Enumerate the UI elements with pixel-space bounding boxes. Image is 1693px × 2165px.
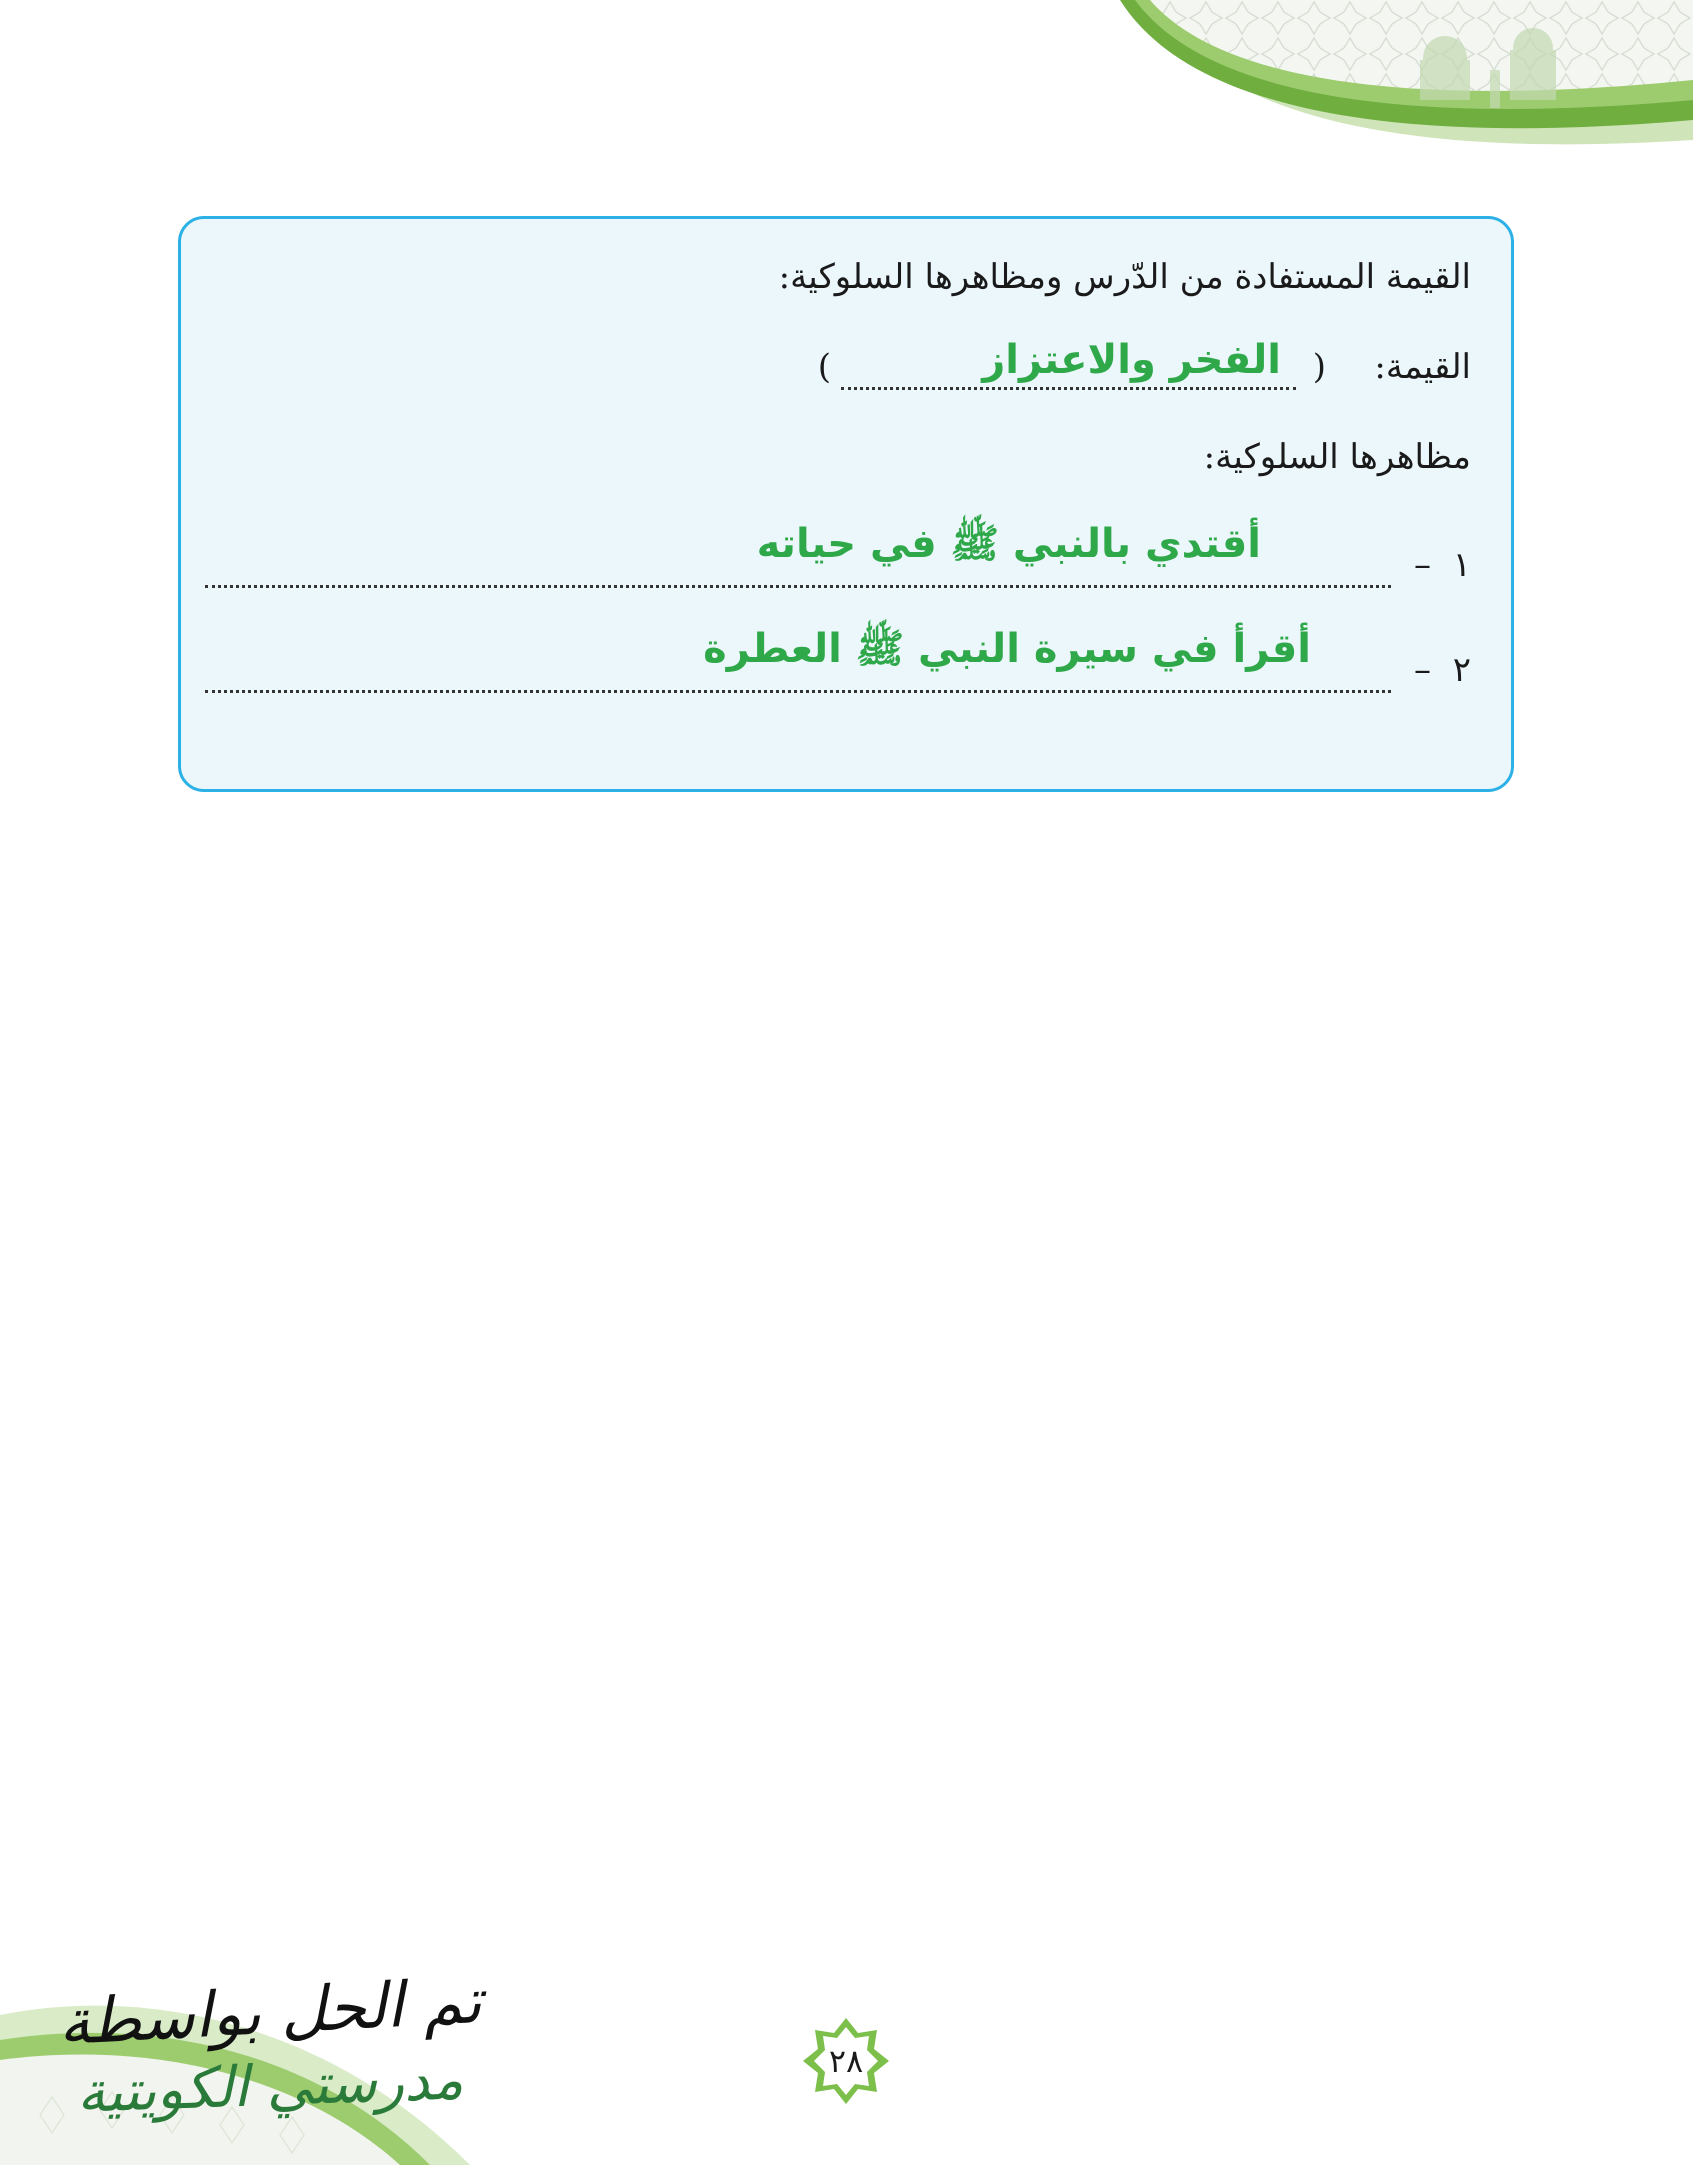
item-dotted-line: [205, 690, 1391, 693]
value-label: القيمة:: [1374, 347, 1471, 387]
item-number: ١: [1452, 545, 1471, 585]
handwritten-signature: [30, 1963, 510, 2165]
item-dotted-line: [205, 585, 1391, 588]
item-dash: –: [1414, 545, 1431, 585]
close-paren: ): [817, 347, 831, 387]
open-paren: (: [1312, 347, 1326, 387]
section-title: القيمة المستفادة من الدّرس ومظاهرها السلوكية:: [778, 257, 1471, 297]
signature-line-1: تم الحل بواسطة: [56, 1963, 484, 2060]
lesson-value-card: [178, 216, 1514, 792]
behavior-item: [205, 624, 1471, 694]
value-answer: الفخر والاعتزاز: [982, 337, 1281, 383]
value-dotted-line: [841, 387, 1296, 390]
page-number: ٢٨: [828, 2042, 864, 2080]
value-row: [511, 337, 1471, 397]
item-dash: –: [1414, 650, 1431, 690]
item-number: ٢: [1452, 650, 1471, 690]
item-answer: أقرأ في سيرة النبي ﷺ العطرة: [703, 626, 1311, 672]
item-answer: أقتدي بالنبي ﷺ في حياته: [756, 521, 1261, 567]
behavior-item: [205, 519, 1471, 589]
decorative-corner-top: [1080, 0, 1693, 190]
behaviors-label: مظاهرها السلوكية:: [1203, 437, 1471, 477]
signature-line-2: مدرستي الكويتية: [75, 2047, 465, 2126]
